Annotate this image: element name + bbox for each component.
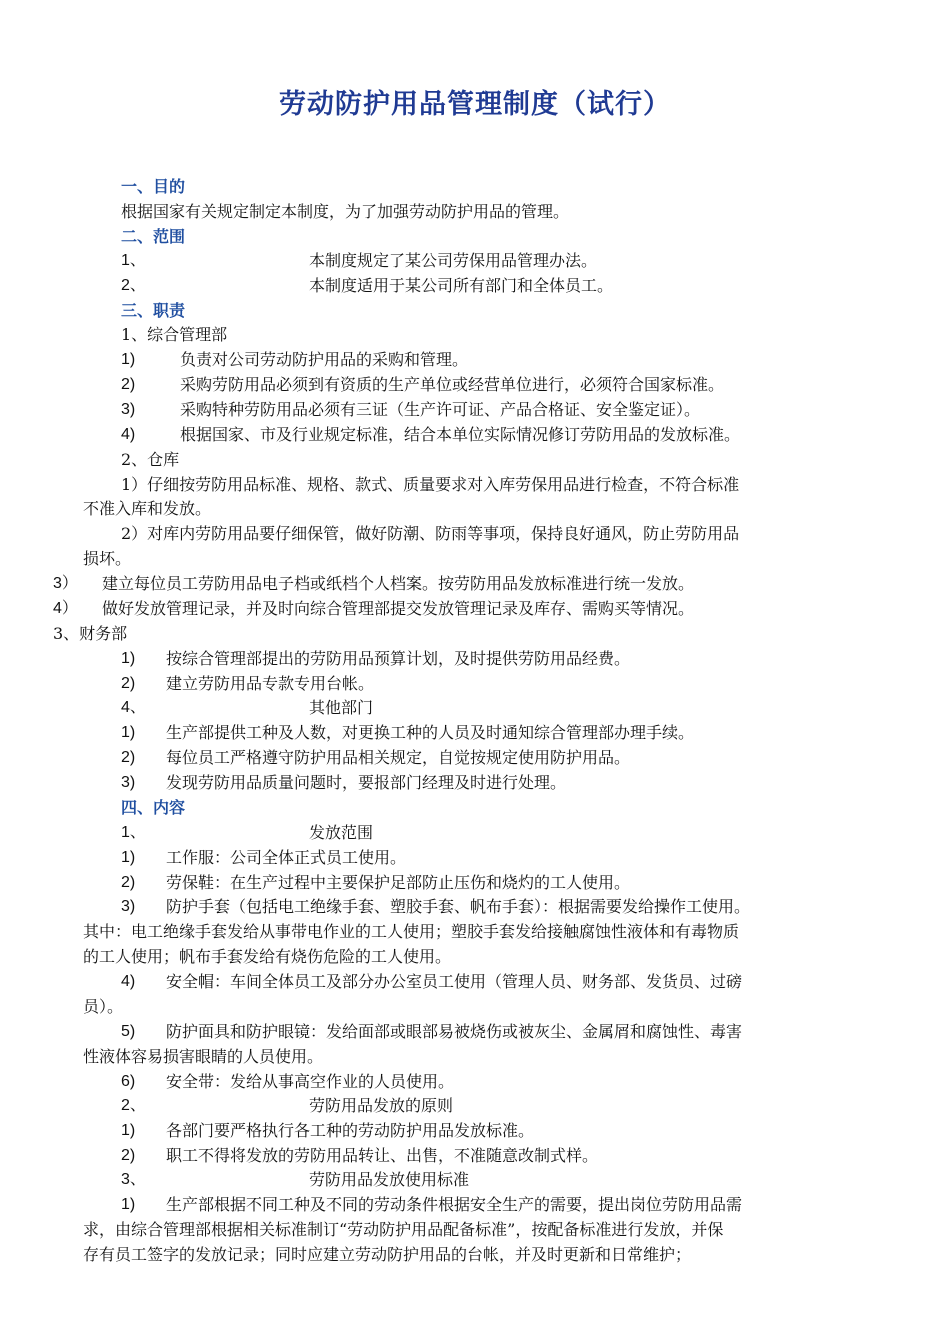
subsection-finance: 3、财务部 — [53, 624, 128, 643]
list-item-number: 3) — [121, 774, 136, 791]
list-item-text: 安全帽：车间全体员工及部分办公室员工使用（管理人员、财务部、发货员、过磅 — [166, 972, 743, 991]
list-item-text: 安全带：发给从事高空作业的人员使用。 — [166, 1072, 455, 1091]
list-item-number: 2) — [121, 749, 136, 766]
scope-item-text: 本制度规定了某公司劳保用品管理办法。 — [309, 251, 598, 270]
subsection-number: 2、 — [121, 1097, 146, 1114]
list-item-text: 劳保鞋：在生产过程中主要保护足部防止压伤和烧灼的工人使用。 — [166, 873, 631, 892]
scope-item-number: 2、 — [121, 277, 146, 294]
section-heading-content: 四、内容 — [121, 798, 186, 817]
subsection-distribution-scope: 发放范围 — [309, 823, 374, 842]
list-item-number: 2) — [121, 376, 136, 393]
list-item-number: 1) — [121, 650, 136, 667]
list-item-number: 4) — [121, 973, 136, 990]
list-item-number: 1) — [121, 849, 136, 866]
list-item-text: 采购特种劳防用品必须有三证（生产许可证、产品合格证、安全鉴定证）。 — [180, 400, 701, 419]
scope-item-text: 本制度适用于某公司所有部门和全体员工。 — [309, 276, 614, 295]
subsection-distribution-principles: 劳防用品发放的原则 — [309, 1096, 454, 1115]
warehouse-item-text: 建立每位员工劳防用品电子档或纸档个人档案。按劳防用品发放标准进行统一发放。 — [102, 574, 695, 593]
list-item-text-cont: 员）。 — [83, 997, 124, 1016]
list-item-text-cont: 的工人使用；帆布手套发给有烧伤危险的工人使用。 — [83, 947, 452, 966]
list-item-text: 各部门要严格执行各工种的劳动防护用品发放标准。 — [166, 1121, 535, 1140]
section-heading-scope: 二、范围 — [121, 227, 186, 246]
list-item-text: 按综合管理部提出的劳防用品预算计划，及时提供劳防用品经费。 — [166, 649, 631, 668]
list-item-number: 1) — [121, 724, 136, 741]
warehouse-item-text: 2）对库内劳防用品要仔细保管，做好防潮、防雨等事项，保持良好通风，防止劳防用品 — [121, 524, 740, 543]
subsection-number: 1、 — [121, 824, 146, 841]
list-item-number: 6) — [121, 1073, 136, 1090]
scope-item-number: 1、 — [121, 252, 146, 269]
list-item-text: 负责对公司劳动防护用品的采购和管理。 — [180, 350, 469, 369]
list-item-number: 1) — [121, 1196, 136, 1213]
list-item-text: 工作服：公司全体正式员工使用。 — [166, 848, 407, 867]
list-item-text: 发现劳防用品质量问题时，要报部门经理及时进行处理。 — [166, 773, 567, 792]
purpose-text: 根据国家有关规定制定本制度，为了加强劳动防护用品的管理。 — [121, 202, 570, 221]
subsection-admin-dept: 1、综合管理部 — [121, 325, 228, 344]
list-item-text: 生产部提供工种及人数，对更换工种的人员及时通知综合管理部办理手续。 — [166, 723, 695, 742]
list-item-number: 4) — [121, 426, 136, 443]
warehouse-item-text-cont: 损坏。 — [83, 549, 132, 568]
subsection-number: 4、 — [121, 699, 146, 716]
section-heading-purpose: 一、目的 — [121, 177, 186, 196]
warehouse-item-text-cont: 不准入库和发放。 — [83, 499, 212, 518]
subsection-usage-standards: 劳防用品发放使用标准 — [309, 1170, 470, 1189]
warehouse-item-text: 1）仔细按劳防用品标准、规格、款式、质量要求对入库劳保用品进行检查，不符合标准 — [121, 475, 740, 494]
list-item-number: 1) — [121, 1122, 136, 1139]
subsection-number: 3、 — [121, 1171, 146, 1188]
list-item-text: 防护手套（包括电工绝缘手套、塑胶手套、帆布手套）：根据需要发给操作工使用。 — [166, 897, 751, 916]
list-item-number: 2) — [121, 874, 136, 891]
list-item-number: 4） — [53, 600, 78, 617]
list-item-text: 职工不得将发放的劳防用品转让、出售，不准随意改制式样。 — [166, 1146, 599, 1165]
warehouse-item-text: 做好发放管理记录，并及时向综合管理部提交发放管理记录及库存、需购买等情况。 — [102, 599, 695, 618]
list-item-text: 生产部根据不同工种及不同的劳动条件根据安全生产的需要，提出岗位劳防用品需 — [166, 1195, 743, 1214]
subsection-warehouse: 2、仓库 — [121, 450, 180, 469]
list-item-text-cont: 求，由综合管理部根据相关标准制订“劳动防护用品配备标准”，按配备标准进行发放，并保 — [83, 1220, 724, 1239]
list-item-text: 建立劳防用品专款专用台帐。 — [166, 674, 375, 693]
list-item-text: 每位员工严格遵守防护用品相关规定，自觉按规定使用防护用品。 — [166, 748, 631, 767]
list-item-number: 3) — [121, 898, 136, 915]
list-item-text-cont: 其中：电工绝缘手套发给从事带电作业的工人使用；塑胶手套发给接触腐蚀性液体和有毒物质 — [83, 922, 740, 941]
list-item-text-cont: 性液体容易损害眼睛的人员使用。 — [83, 1047, 324, 1066]
subsection-other-depts: 其他部门 — [309, 698, 374, 717]
list-item-number: 2) — [121, 1147, 136, 1164]
list-item-number: 3） — [53, 575, 78, 592]
list-item-number: 1) — [121, 351, 136, 368]
list-item-text: 采购劳防用品必须到有资质的生产单位或经营单位进行，必须符合国家标准。 — [180, 375, 725, 394]
list-item-number: 5) — [121, 1023, 136, 1040]
list-item-number: 3) — [121, 401, 136, 418]
document-title: 劳动防护用品管理制度（试行） — [279, 89, 671, 120]
list-item-number: 2) — [121, 675, 136, 692]
list-item-text: 防护面具和防护眼镜：发给面部或眼部易被烧伤或被灰尘、金属屑和腐蚀性、毒害 — [166, 1022, 743, 1041]
list-item-text: 根据国家、市及行业规定标准，结合本单位实际情况修订劳防用品的发放标准。 — [180, 425, 741, 444]
list-item-text-cont: 存有员工签字的发放记录；同时应建立劳动防护用品的台帐，并及时更新和日常维护； — [83, 1245, 692, 1264]
section-heading-responsibilities: 三、职责 — [121, 301, 186, 320]
